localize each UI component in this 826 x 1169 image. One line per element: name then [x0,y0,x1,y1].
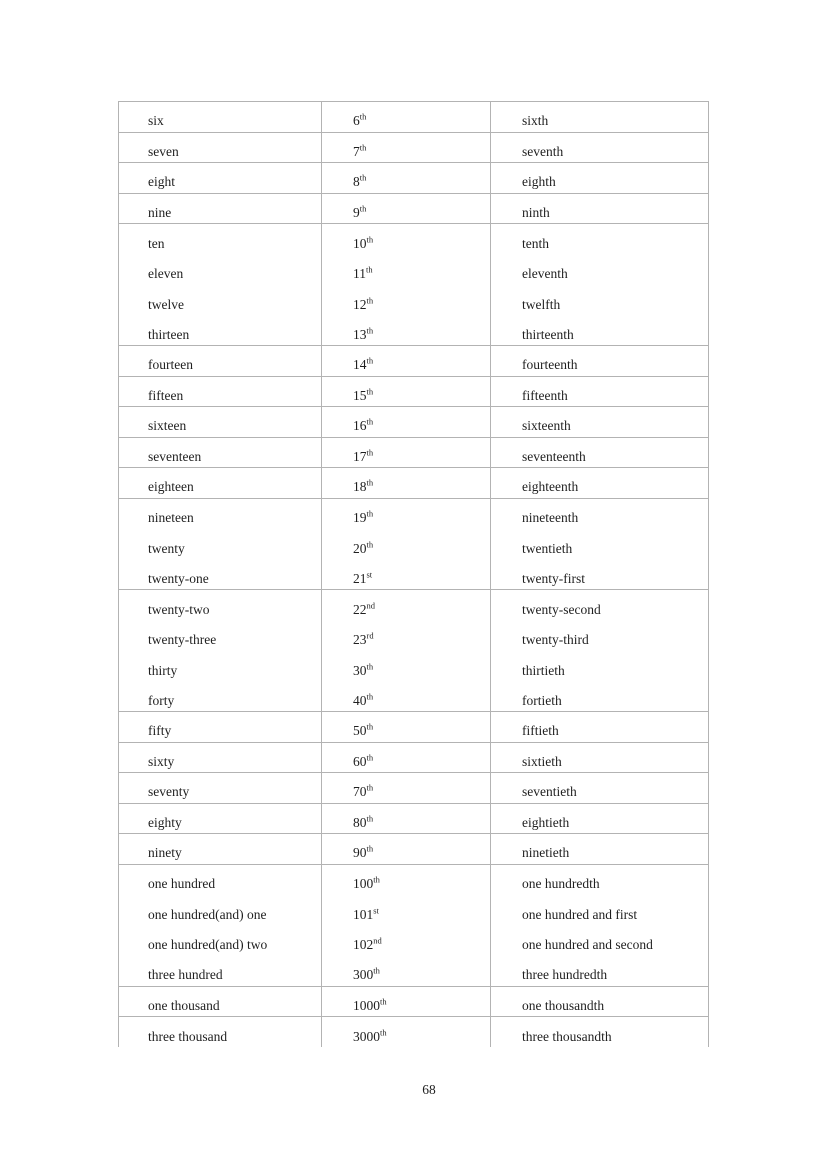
ordinal-suffix: th [366,355,374,366]
ordinal-suffix: nd [366,600,375,610]
ordinal-number: 19 [353,510,367,525]
table-row [119,529,709,560]
ordinal-suffix: th [366,721,374,732]
ordinal-word-cell: nineteenth [491,498,709,529]
ordinal-number: 9 [353,204,360,220]
cardinal-cell: seventeen [119,437,322,468]
table-row [119,346,709,377]
ordinal-word-cell: ninth [491,193,709,224]
ordinal-word-cell: three hundredth [491,956,709,987]
cardinal-cell: fifteen [119,376,322,407]
cardinal-cell: one hundred(and) two [148,937,268,952]
ordinal-numbers-table-body [119,102,709,1048]
ordinal-numeral-cell [322,895,491,926]
cardinal-cell: ninety [119,834,322,865]
ordinal-number: 80 [353,814,367,830]
ordinal-number: 6 [353,113,360,128]
ordinal-number: 102 [353,937,374,952]
ordinal-numeral-cell [322,559,491,590]
ordinal-numeral-cell [322,315,491,346]
ordinal-word-cell: one hundred and first [491,895,709,926]
cardinal-cell: forty [119,681,322,712]
cardinal-cell: twelve [148,296,184,312]
ordinal-suffix: th [366,264,373,275]
ordinal-numeral-cell [322,651,491,682]
ordinal-number: 23 [353,632,367,647]
ordinal-suffix: th [366,386,374,396]
ordinal-word-cell: tenth [491,224,709,255]
ordinal-word-cell: sixteenth [491,407,709,438]
ordinal-numeral-cell [322,254,491,285]
ordinal-number: 100 [353,876,374,891]
ordinal-numeral-cell [322,803,491,834]
ordinal-numeral-cell [322,1017,491,1048]
ordinal-numeral-cell [322,224,491,255]
ordinal-suffix: nd [373,935,382,946]
ordinal-word-cell: twenty-first [491,559,709,590]
cardinal-cell: sixty [119,742,322,773]
ordinal-word-cell: twentieth [491,529,709,560]
cardinal-cell: seven [119,132,322,163]
ordinal-word-cell: twenty-second [491,590,709,621]
table-row [119,651,709,682]
ordinal-word-cell: eighth [491,163,709,194]
table-row [119,163,709,194]
ordinal-suffix: th [366,234,374,244]
ordinal-numeral-cell [322,986,491,1017]
ordinal-number: 300 [353,967,374,982]
ordinal-number: 7 [353,143,360,159]
ordinal-suffix: th [366,477,374,488]
ordinal-number: 90 [353,845,367,860]
ordinal-suffix: th [359,111,367,122]
table-row [119,437,709,468]
ordinal-numeral-cell [322,376,491,407]
ordinal-number: 21 [353,570,367,586]
table-row [119,834,709,865]
ordinal-suffix: st [366,569,373,579]
ordinal-word-cell: ninetieth [491,834,709,865]
ordinal-word-cell: thirtieth [491,651,709,682]
table-row [119,285,709,316]
cardinal-cell: twenty-three [148,632,217,647]
cardinal-cell: fifty [119,712,322,743]
ordinal-word-cell: eighteenth [491,468,709,499]
ordinal-numeral-cell [322,956,491,987]
cardinal-cell: seventy [119,773,322,804]
ordinal-word-cell: twenty-third [491,620,709,651]
ordinal-word-cell: sixth [491,102,709,133]
table-row [119,620,709,651]
ordinal-number: 16 [353,418,367,433]
page-number: 68 [422,1082,436,1097]
cardinal-cell: three thousand [148,1028,228,1044]
cardinal-cell: one hundred [148,876,216,891]
ordinal-suffix: th [366,447,374,457]
ordinal-word-cell: seventieth [491,773,709,804]
ordinal-numeral-cell [322,407,491,438]
table-row [119,102,709,133]
table-row [119,224,709,255]
ordinal-suffix: th [366,508,374,519]
ordinal-suffix: th [366,539,374,549]
table-row [119,895,709,926]
table-row [119,254,709,285]
ordinal-numeral-cell [322,498,491,529]
ordinal-numeral-cell [322,590,491,621]
ordinal-numeral-cell [322,468,491,499]
cardinal-cell: twenty-one [119,559,322,590]
cardinal-cell: eighteen [119,468,322,499]
ordinal-number: 14 [353,357,367,372]
ordinal-word-cell: one hundredth [491,864,709,895]
ordinal-numeral-cell [322,193,491,224]
ordinal-word-cell: twelfth [491,285,709,316]
ordinal-suffix: th [366,691,374,701]
table-row [119,1017,709,1048]
cardinal-cell: three hundred [119,956,322,987]
ordinal-word-cell: fifteenth [491,376,709,407]
ordinal-suffix: th [366,661,374,671]
ordinal-number: 70 [353,784,367,799]
ordinal-numeral-cell [322,529,491,560]
ordinal-numeral-cell [322,346,491,377]
ordinal-number: 101 [353,906,374,922]
cardinal-cell: one thousand [119,986,322,1017]
ordinal-word-cell: one hundred and second [491,925,709,956]
cardinal-cell: six [119,102,322,133]
ordinal-number: 17 [353,448,367,464]
ordinal-number: 8 [353,174,360,189]
ordinal-numeral-cell [322,773,491,804]
ordinal-number: 3000 [353,1028,380,1044]
ordinal-word-cell: thirteenth [491,315,709,346]
ordinal-word-cell: three thousandth [491,1017,709,1048]
ordinal-number: 13 [353,326,367,342]
ordinal-numeral-cell [322,620,491,651]
table-row [119,712,709,743]
table-row [119,773,709,804]
ordinal-numeral-cell [322,102,491,133]
ordinal-suffix: th [380,1027,387,1037]
ordinal-suffix: th [366,782,374,793]
table-row [119,132,709,163]
cardinal-cell: twenty-two [148,601,210,617]
ordinal-suffix: th [366,416,374,427]
table-row [119,681,709,712]
ordinal-suffix: th [359,172,367,183]
ordinal-number: 50 [353,723,367,738]
ordinal-numeral-cell [322,925,491,956]
ordinal-numeral-cell [322,163,491,194]
ordinal-numeral-cell [322,285,491,316]
ordinal-suffix: th [366,295,374,305]
table-row [119,864,709,895]
ordinal-number: 30 [353,662,367,678]
ordinal-number: 18 [353,479,367,494]
cardinal-cell: eighty [119,803,322,834]
table-row [119,315,709,346]
ordinal-suffix: st [373,905,379,915]
table-row [119,407,709,438]
ordinal-numbers-table [118,101,709,1047]
ordinal-numeral-cell [322,712,491,743]
ordinal-number: 11 [353,266,366,281]
ordinal-suffix: th [366,325,374,335]
cardinal-cell: nineteen [148,510,194,525]
cardinal-cell: thirty [148,662,178,678]
ordinal-numeral-cell [322,834,491,865]
ordinal-number: 12 [353,296,367,312]
ordinal-number: 60 [353,753,367,769]
cardinal-cell: nine [119,193,322,224]
ordinal-word-cell: one thousandth [491,986,709,1017]
ordinal-suffix: th [366,752,374,762]
ordinal-suffix: th [366,843,374,854]
ordinal-word-cell: fiftieth [491,712,709,743]
cardinal-cell: ten [148,235,165,251]
table-row [119,590,709,621]
table-row [119,376,709,407]
cardinal-cell: thirteen [119,315,322,346]
ordinal-numeral-cell [322,864,491,895]
ordinal-suffix: th [380,996,387,1006]
ordinal-numeral-cell [322,437,491,468]
ordinal-number: 22 [353,601,367,617]
ordinal-number: 1000 [353,997,380,1013]
ordinal-numeral-cell [322,132,491,163]
table-row [119,742,709,773]
ordinal-word-cell: fourteenth [491,346,709,377]
ordinal-word-cell: sixtieth [491,742,709,773]
cardinal-cell: eight [119,163,322,194]
ordinal-suffix: th [366,813,374,823]
ordinal-suffix: th [359,142,367,152]
table-row [119,803,709,834]
table-row [119,193,709,224]
ordinal-word-cell: fortieth [491,681,709,712]
ordinal-suffix: th [359,203,367,213]
ordinal-word-cell: eightieth [491,803,709,834]
table-row [119,925,709,956]
cardinal-cell: sixteen [119,407,322,438]
ordinal-suffix: rd [366,630,374,641]
ordinal-word-cell: seventeenth [491,437,709,468]
ordinal-number: 15 [353,387,367,403]
cardinal-cell: twenty [148,540,185,556]
ordinal-number: 20 [353,540,367,556]
ordinal-numeral-cell [322,742,491,773]
ordinal-number: 40 [353,692,367,708]
table-row [119,498,709,529]
page-footer [118,1082,740,1098]
table-row [119,986,709,1017]
ordinal-word-cell: eleventh [491,254,709,285]
cardinal-cell: fourteen [119,346,322,377]
table-row [119,559,709,590]
ordinal-suffix: th [373,965,380,976]
ordinal-number: 10 [353,235,367,251]
cardinal-cell: eleven [148,266,184,281]
ordinal-word-cell: seventh [491,132,709,163]
ordinal-numeral-cell [322,681,491,712]
cardinal-cell: one hundred(and) one [148,906,267,922]
ordinal-suffix: th [373,874,380,885]
table-row [119,956,709,987]
table-row [119,468,709,499]
